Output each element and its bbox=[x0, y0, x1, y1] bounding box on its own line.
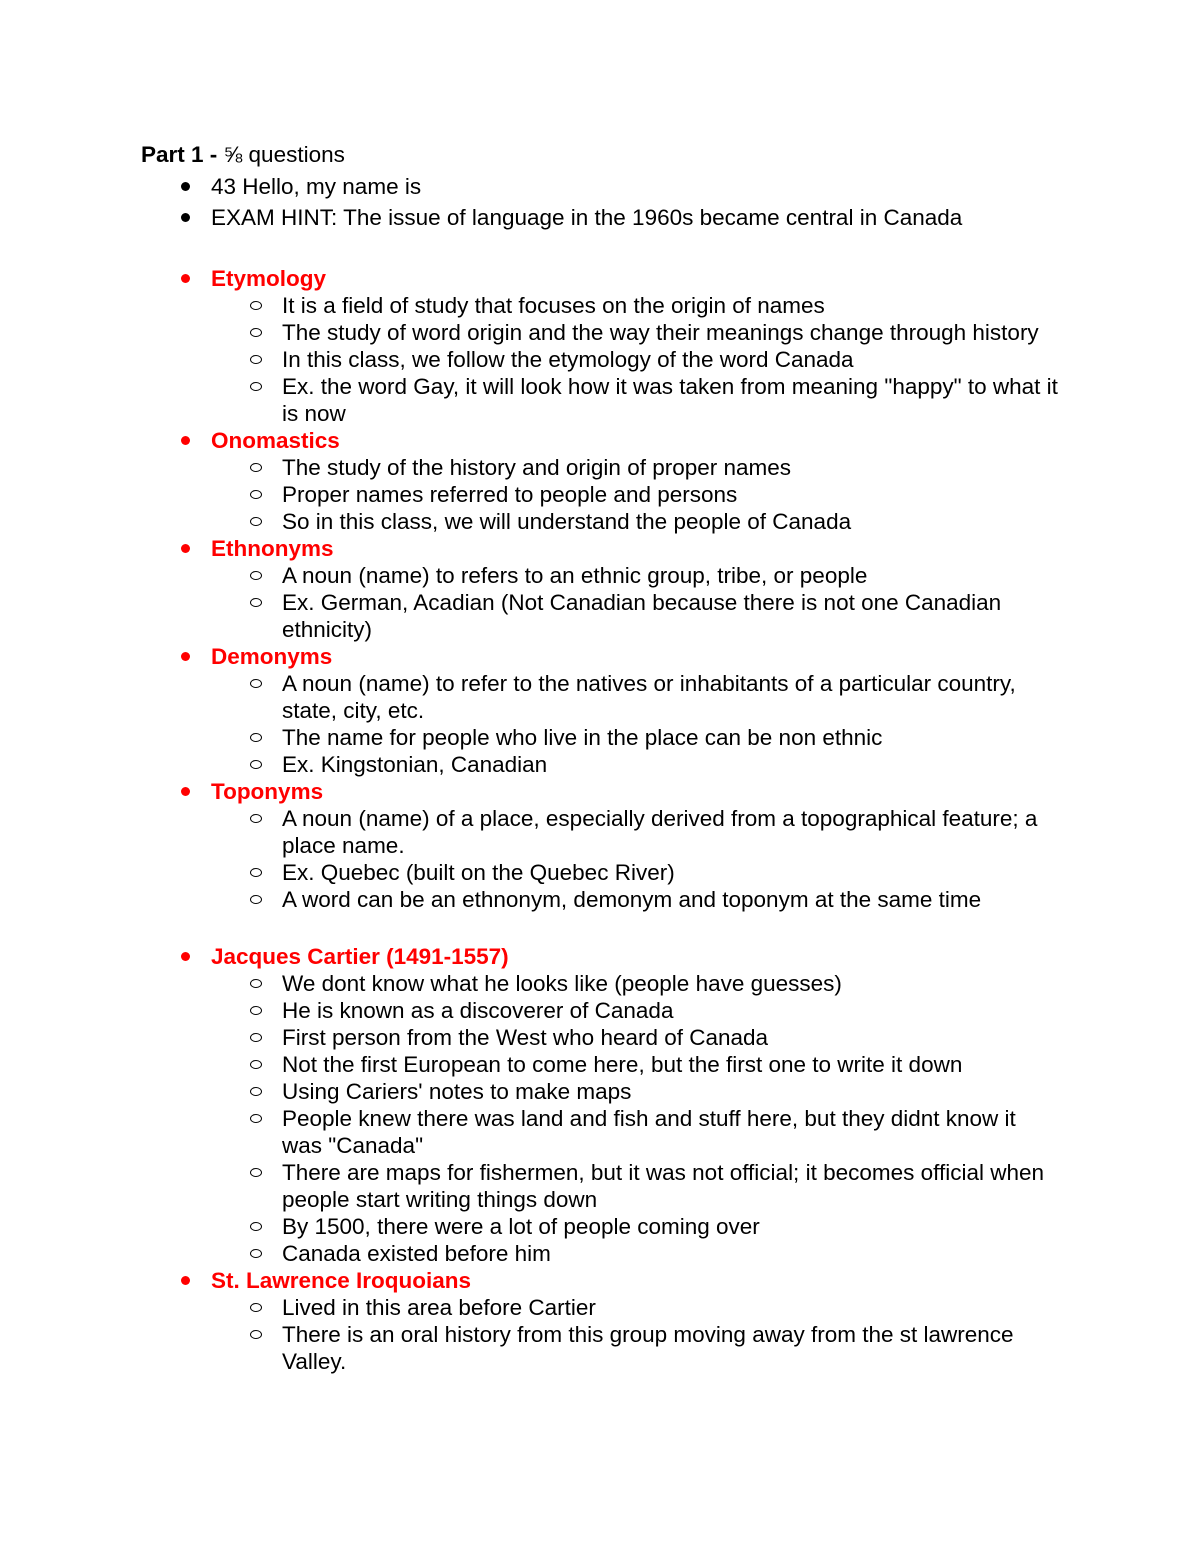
bullet-dot-icon bbox=[181, 787, 190, 796]
point-item bbox=[211, 859, 1061, 886]
point-text: He is known as a discoverer of Canada bbox=[282, 998, 674, 1023]
bullet-dot-icon bbox=[181, 544, 190, 553]
bullet-circle-icon bbox=[250, 1303, 262, 1312]
point-text: Ex. the word Gay, it will look how it was taken from meaning "happy" to what it is now bbox=[282, 374, 1058, 426]
bullet-circle-icon bbox=[250, 571, 262, 580]
topic-title: Onomastics bbox=[211, 428, 340, 453]
bullet-circle-icon bbox=[250, 814, 262, 823]
point-text: People knew there was land and fish and stuff here, but they didnt know it was "Canada" bbox=[282, 1106, 1016, 1158]
topic-title: Jacques Cartier (1491-1557) bbox=[211, 944, 509, 969]
topic-title: Toponyms bbox=[211, 779, 324, 804]
point-item bbox=[211, 724, 1061, 751]
topic-title: Etymology bbox=[211, 266, 327, 291]
topic-etymology bbox=[141, 265, 1061, 427]
point-text: A noun (name) of a place, especially derived from a topographical feature; a place name. bbox=[282, 806, 1038, 858]
point-text: Ex. German, Acadian (Not Canadian because there is not one Canadian ethnicity) bbox=[282, 590, 1002, 642]
bullet-dot-icon bbox=[181, 1276, 190, 1285]
point-item bbox=[211, 454, 1061, 481]
point-item bbox=[211, 670, 1061, 724]
bullet-circle-icon bbox=[250, 895, 262, 904]
topic-toponyms bbox=[141, 778, 1061, 913]
bullet-dot-icon bbox=[181, 182, 190, 191]
point-text: A noun (name) to refer to the natives or inhabitants of a particular country, state, city, etc. bbox=[282, 671, 1016, 723]
point-item bbox=[211, 508, 1061, 535]
bullet-circle-icon bbox=[250, 733, 262, 742]
part-heading-detail: ⅝ questions bbox=[217, 142, 345, 167]
point-item bbox=[211, 481, 1061, 508]
point-text: A word can be an ethnonym, demonym and toponym at the same time bbox=[282, 887, 982, 912]
point-text: The name for people who live in the place can be non ethnic bbox=[282, 725, 883, 750]
point-text: A noun (name) to refers to an ethnic group, tribe, or people bbox=[282, 563, 868, 588]
bullet-circle-icon bbox=[250, 328, 262, 337]
point-item bbox=[211, 1159, 1061, 1213]
point-text: It is a field of study that focuses on the origin of names bbox=[282, 293, 825, 318]
point-text: In this class, we follow the etymology of the word Canada bbox=[282, 347, 854, 372]
bullet-circle-icon bbox=[250, 490, 262, 499]
bullet-circle-icon bbox=[250, 868, 262, 877]
bullet-circle-icon bbox=[250, 1060, 262, 1069]
topic-title: Demonyms bbox=[211, 644, 333, 669]
point-text: So in this class, we will understand the people of Canada bbox=[282, 509, 852, 534]
bullet-circle-icon bbox=[250, 1006, 262, 1015]
bullet-circle-icon bbox=[250, 1330, 262, 1339]
point-item bbox=[211, 292, 1061, 319]
topic-points bbox=[211, 562, 1061, 643]
intro-item bbox=[141, 202, 1061, 233]
topic-points bbox=[211, 1294, 1061, 1375]
point-item bbox=[211, 346, 1061, 373]
point-text: Ex. Kingstonian, Canadian bbox=[282, 752, 548, 777]
bullet-circle-icon bbox=[250, 598, 262, 607]
point-text: Lived in this area before Cartier bbox=[282, 1295, 596, 1320]
bullet-circle-icon bbox=[250, 1033, 262, 1042]
point-item bbox=[211, 751, 1061, 778]
intro-text: 43 Hello, my name is bbox=[211, 174, 422, 199]
bullet-circle-icon bbox=[250, 1222, 262, 1231]
point-text: Ex. Quebec (built on the Quebec River) bbox=[282, 860, 675, 885]
bullet-dot-icon bbox=[181, 952, 190, 961]
point-item bbox=[211, 970, 1061, 997]
bullet-circle-icon bbox=[250, 301, 262, 310]
topic-points bbox=[211, 805, 1061, 913]
point-item bbox=[211, 1024, 1061, 1051]
point-text: Using Cariers' notes to make maps bbox=[282, 1079, 632, 1104]
topic-points bbox=[211, 292, 1061, 427]
point-item bbox=[211, 805, 1061, 859]
point-item bbox=[211, 589, 1061, 643]
point-item bbox=[211, 1240, 1061, 1267]
bullet-circle-icon bbox=[250, 517, 262, 526]
bullet-dot-icon bbox=[181, 436, 190, 445]
point-item bbox=[211, 562, 1061, 589]
topic-demonyms bbox=[141, 643, 1061, 778]
bullet-circle-icon bbox=[250, 979, 262, 988]
notes-document bbox=[141, 139, 1061, 1375]
bullet-dot-icon bbox=[181, 213, 190, 222]
point-item bbox=[211, 373, 1061, 427]
point-text: By 1500, there were a lot of people coming over bbox=[282, 1214, 760, 1239]
bullet-circle-icon bbox=[250, 1087, 262, 1096]
bullet-dot-icon bbox=[181, 652, 190, 661]
topic-points bbox=[211, 454, 1061, 535]
point-item bbox=[211, 1051, 1061, 1078]
bullet-circle-icon bbox=[250, 382, 262, 391]
topic-points bbox=[211, 670, 1061, 778]
topic-jacques-cartier bbox=[141, 943, 1061, 1267]
point-text: Proper names referred to people and persons bbox=[282, 482, 738, 507]
point-text: First person from the West who heard of Canada bbox=[282, 1025, 769, 1050]
topic-title: St. Lawrence Iroquoians bbox=[211, 1268, 472, 1293]
point-text: Not the first European to come here, but the first one to write it down bbox=[282, 1052, 963, 1077]
bullet-circle-icon bbox=[250, 1114, 262, 1123]
topic-title: Ethnonyms bbox=[211, 536, 334, 561]
point-text: We dont know what he looks like (people have guesses) bbox=[282, 971, 842, 996]
bullet-circle-icon bbox=[250, 1168, 262, 1177]
point-text: There is an oral history from this group moving away from the st lawrence Valley. bbox=[282, 1322, 1014, 1374]
point-item bbox=[211, 997, 1061, 1024]
point-item bbox=[211, 319, 1061, 346]
topic-onomastics bbox=[141, 427, 1061, 535]
point-item bbox=[211, 1294, 1061, 1321]
bullet-circle-icon bbox=[250, 1249, 262, 1258]
topic-ethnonyms bbox=[141, 535, 1061, 643]
topic-points bbox=[211, 970, 1061, 1267]
point-item bbox=[211, 1321, 1061, 1375]
intro-item bbox=[141, 171, 1061, 202]
topic-st-lawrence-iroquoians bbox=[141, 1267, 1061, 1375]
outline-list bbox=[141, 171, 1061, 1375]
bullet-circle-icon bbox=[250, 760, 262, 769]
part-heading-label: Part 1 - bbox=[141, 142, 218, 167]
exam-hint-text: EXAM HINT: The issue of language in the 1960s became central in Canada bbox=[211, 205, 963, 230]
point-item bbox=[211, 1213, 1061, 1240]
bullet-circle-icon bbox=[250, 679, 262, 688]
point-item bbox=[211, 886, 1061, 913]
bullet-dot-icon bbox=[181, 274, 190, 283]
point-item bbox=[211, 1105, 1061, 1159]
point-text: The study of the history and origin of proper names bbox=[282, 455, 792, 480]
point-text: The study of word origin and the way their meanings change through history bbox=[282, 320, 1039, 345]
point-text: Canada existed before him bbox=[282, 1241, 551, 1266]
part-heading bbox=[141, 139, 1061, 171]
point-item bbox=[211, 1078, 1061, 1105]
bullet-circle-icon bbox=[250, 463, 262, 472]
bullet-circle-icon bbox=[250, 355, 262, 364]
point-text: There are maps for fishermen, but it was not official; it becomes official when people start writing things down bbox=[282, 1160, 1045, 1212]
